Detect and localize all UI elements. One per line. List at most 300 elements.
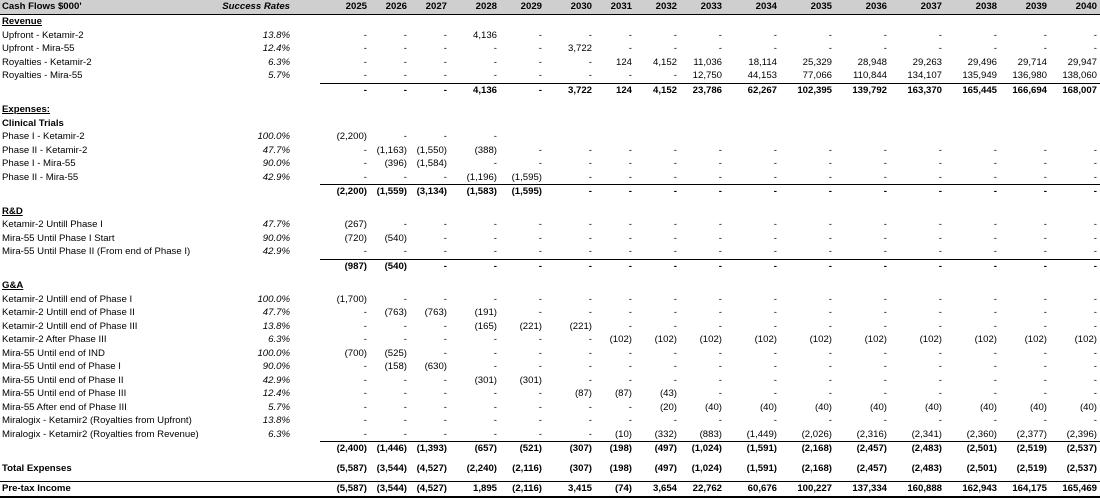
value-cell: (102)	[754, 334, 777, 345]
value-cell: -	[773, 307, 777, 318]
value-cell: (1,584)	[416, 158, 447, 169]
value-cell: (2,116)	[500, 482, 545, 497]
value-cell: (2,026)	[801, 428, 832, 440]
table-row	[0, 69, 1100, 83]
value-cell: (657)	[450, 442, 500, 456]
value-cell: -	[538, 232, 542, 244]
value-cell: (1,583)	[450, 185, 500, 199]
value-cell: -	[773, 374, 777, 386]
section-heading: G&A	[2, 280, 24, 291]
value-cell: -	[773, 43, 777, 54]
value-cell: 165,445	[945, 83, 1000, 97]
value-cell	[780, 130, 835, 144]
value-cell: (87)	[614, 388, 632, 399]
value-cell: -	[883, 171, 887, 183]
value-cell: 168,007	[1050, 83, 1100, 97]
value-cell: -	[635, 259, 680, 273]
value-cell: (40)	[1029, 401, 1047, 413]
grandtotal-row	[0, 462, 1100, 476]
value-cell: -	[545, 185, 595, 199]
value-cell: (720)	[344, 232, 367, 244]
value-cell: (525)	[384, 347, 407, 359]
value-cell: -	[993, 347, 997, 359]
table-row	[0, 347, 1100, 361]
value-cell: -	[718, 158, 722, 169]
value-cell: -	[993, 307, 997, 318]
row-label: Upfront - Ketamir-2	[2, 29, 84, 41]
value-cell: -	[1043, 320, 1047, 332]
value-cell: -	[673, 307, 677, 318]
value-cell: -	[938, 246, 942, 257]
value-cell: -	[938, 171, 942, 183]
value-cell: -	[1043, 219, 1047, 230]
value-cell: -	[588, 307, 592, 318]
value-cell: -	[588, 144, 592, 156]
value-cell: -	[828, 361, 832, 372]
value-cell: -	[993, 293, 997, 305]
row-label: Phase II - Mira-55	[2, 171, 79, 183]
value-cell: (4,527)	[416, 462, 447, 474]
value-cell: -	[363, 56, 367, 68]
value-cell: 77,066	[802, 70, 832, 81]
value-cell: -	[500, 83, 545, 97]
table-row	[0, 374, 1100, 388]
subsection-row	[0, 117, 1100, 131]
value-cell: -	[938, 219, 942, 230]
table-row	[0, 29, 1100, 43]
value-cell: -	[1043, 374, 1047, 386]
year-header-2039: 2039	[1000, 0, 1050, 15]
value-cell: (2,168)	[801, 462, 832, 474]
row-label: Mira-55 Until end of IND	[2, 347, 105, 359]
value-cell: -	[1050, 259, 1100, 273]
value-cell: -	[938, 43, 942, 54]
value-cell: -	[773, 171, 777, 183]
row-label: Miralogix - Ketamir2 (Royalties from Revenue)	[2, 428, 199, 440]
table-row	[0, 130, 1100, 144]
value-cell: (2,400)	[320, 442, 370, 456]
value-cell: (158)	[384, 361, 407, 372]
value-cell: (40)	[979, 401, 997, 413]
value-cell: (102)	[864, 334, 887, 345]
value-cell: -	[773, 388, 777, 399]
success-rate: 6.3%	[268, 334, 290, 345]
value-cell: -	[363, 307, 367, 318]
value-cell: -	[403, 246, 407, 257]
value-cell	[595, 130, 635, 144]
value-cell: -	[1093, 43, 1097, 54]
value-cell: (2,360)	[966, 428, 997, 440]
value-cell: 139,792	[835, 83, 890, 97]
value-cell: -	[403, 56, 407, 68]
value-cell: -	[718, 415, 722, 426]
value-cell: -	[1093, 293, 1097, 305]
value-cell: -	[883, 29, 887, 41]
value-cell: -	[673, 158, 677, 169]
value-cell: -	[673, 43, 677, 54]
value-cell: -	[673, 293, 677, 305]
row-label	[0, 259, 210, 273]
value-cell: -	[938, 232, 942, 244]
value-cell: -	[628, 307, 632, 318]
value-cell: -	[993, 361, 997, 372]
value-cell: 137,334	[835, 482, 890, 497]
value-cell: 124	[615, 56, 632, 68]
value-cell: (2,116)	[512, 462, 542, 474]
value-cell	[635, 130, 680, 144]
value-cell: -	[945, 185, 1000, 199]
value-cell: -	[1093, 144, 1097, 156]
value-cell: (2,168)	[780, 442, 835, 456]
year-header-2032: 2032	[635, 0, 680, 15]
value-cell: -	[443, 131, 447, 142]
value-cell: -	[403, 29, 407, 41]
success-rate: 13.8%	[262, 29, 290, 41]
value-cell: -	[718, 144, 722, 156]
value-cell: 4,136	[472, 29, 497, 41]
value-cell: 3,415	[545, 482, 595, 497]
section-heading: R&D	[2, 205, 23, 217]
value-cell: (40)	[814, 401, 832, 413]
value-cell: -	[403, 293, 407, 305]
value-cell: -	[403, 428, 407, 440]
table-row	[0, 42, 1100, 56]
table-row	[0, 414, 1100, 428]
year-header-2035: 2035	[780, 0, 835, 15]
value-cell: (630)	[424, 361, 447, 372]
value-cell: 60,676	[725, 482, 780, 497]
success-rate: 90.0%	[262, 232, 290, 244]
value-cell: (1,393)	[410, 442, 450, 456]
value-cell: -	[493, 388, 497, 399]
value-cell: -	[1093, 307, 1097, 318]
value-cell: -	[363, 144, 367, 156]
value-cell: -	[938, 374, 942, 386]
value-cell	[500, 130, 545, 144]
value-cell: -	[1093, 171, 1097, 183]
value-cell: -	[403, 171, 407, 183]
value-cell: -	[538, 219, 542, 230]
value-cell: 135,949	[962, 70, 997, 81]
row-label: Ketamir-2 Untill Phase I	[2, 219, 103, 230]
value-cell: -	[1093, 246, 1097, 257]
row-label	[0, 185, 210, 199]
value-cell: (2,483)	[890, 442, 945, 456]
value-cell: (2,483)	[911, 462, 942, 474]
value-cell: -	[443, 171, 447, 183]
success-rate: 12.4%	[262, 43, 290, 54]
value-cell: -	[588, 219, 592, 230]
value-cell: -	[828, 158, 832, 169]
value-cell: (3,544)	[376, 462, 407, 474]
value-cell: 102,395	[780, 83, 835, 97]
value-cell	[725, 130, 780, 144]
value-cell: 3,722	[567, 43, 592, 54]
value-cell: -	[588, 361, 592, 372]
value-cell: -	[363, 415, 367, 426]
value-cell: -	[1000, 185, 1050, 199]
success-rate: 6.3%	[268, 56, 290, 68]
value-cell: (301)	[519, 374, 542, 386]
header-row	[0, 0, 1100, 15]
total-row	[0, 185, 1100, 199]
total-row	[0, 442, 1100, 456]
value-cell: -	[890, 259, 945, 273]
value-cell: -	[883, 388, 887, 399]
value-cell: -	[993, 415, 997, 426]
success-rate: 100.0%	[257, 131, 290, 142]
value-cell: -	[538, 347, 542, 359]
row-label: Ketamir-2 Untill end of Phase II	[2, 307, 135, 318]
table-row	[0, 218, 1100, 232]
value-cell: (3,544)	[370, 482, 410, 497]
row-label: Mira-55 Until end of Phase I	[2, 361, 121, 372]
success-rate: 100.0%	[257, 293, 290, 305]
table-row	[0, 245, 1100, 259]
value-cell: (221)	[519, 320, 542, 332]
value-cell: -	[628, 144, 632, 156]
value-cell: -	[725, 259, 780, 273]
value-cell: (763)	[424, 307, 447, 318]
value-cell: -	[443, 70, 447, 81]
value-cell: -	[628, 415, 632, 426]
value-cell: (497)	[654, 462, 677, 474]
value-cell: -	[595, 185, 635, 199]
value-cell: -	[993, 320, 997, 332]
value-cell: (267)	[344, 219, 367, 230]
value-cell: 166,694	[1000, 83, 1050, 97]
value-cell: -	[450, 259, 500, 273]
success-rate: 5.7%	[268, 70, 290, 82]
row-label: Total Expenses	[2, 462, 72, 474]
value-cell: (1,196)	[466, 171, 497, 183]
value-cell: -	[403, 401, 407, 413]
value-cell: -	[883, 232, 887, 244]
value-cell: -	[1043, 158, 1047, 169]
value-cell: -	[773, 219, 777, 230]
value-cell: -	[538, 158, 542, 169]
value-cell: -	[938, 361, 942, 372]
value-cell: 29,496	[967, 56, 997, 68]
success-rate: 90.0%	[262, 158, 290, 169]
value-cell: (102)	[654, 334, 677, 345]
value-cell: -	[538, 388, 542, 399]
value-cell: -	[883, 415, 887, 426]
value-cell: -	[363, 29, 367, 41]
value-cell: (497)	[635, 442, 680, 456]
value-cell: -	[993, 232, 997, 244]
value-cell: -	[883, 144, 887, 156]
value-cell: (5,587)	[336, 462, 367, 474]
value-cell: -	[628, 29, 632, 41]
value-cell: -	[1043, 307, 1047, 318]
value-cell: -	[993, 144, 997, 156]
value-cell: -	[1000, 259, 1050, 273]
success-rate: 5.7%	[268, 401, 290, 413]
success-rate	[210, 462, 320, 476]
value-cell: (87)	[574, 388, 592, 399]
value-cell: -	[883, 43, 887, 54]
value-cell: -	[628, 219, 632, 230]
value-cell: -	[773, 144, 777, 156]
value-cell: -	[725, 185, 780, 199]
success-rate: 12.4%	[262, 388, 290, 399]
value-cell	[1050, 130, 1100, 144]
value-cell: -	[363, 374, 367, 386]
value-cell: -	[443, 401, 447, 413]
value-cell: -	[673, 232, 677, 244]
value-cell: -	[945, 259, 1000, 273]
value-cell: -	[493, 347, 497, 359]
table-row	[0, 232, 1100, 246]
value-cell: -	[773, 320, 777, 332]
value-cell: (10)	[614, 428, 632, 440]
value-cell: -	[828, 293, 832, 305]
value-cell: -	[828, 43, 832, 54]
year-header-2034: 2034	[725, 0, 780, 15]
value-cell: -	[673, 171, 677, 183]
value-cell: -	[718, 388, 722, 399]
value-cell: (102)	[919, 334, 942, 345]
value-cell: -	[938, 29, 942, 41]
value-cell: -	[538, 56, 542, 68]
success-rate: 90.0%	[262, 361, 290, 372]
table-row	[0, 157, 1100, 171]
value-cell: -	[493, 428, 497, 440]
value-cell: (102)	[609, 334, 632, 345]
row-label: Mira-55 Until Phase II (From end of Phase I)	[2, 246, 191, 258]
row-label: Miralogix - Ketamir2 (Royalties from Upfront)	[2, 415, 192, 426]
value-cell: -	[363, 70, 367, 81]
value-cell: -	[835, 185, 890, 199]
value-cell: -	[370, 83, 410, 97]
value-cell: -	[883, 361, 887, 372]
value-cell: 138,060	[1062, 70, 1097, 81]
value-cell: -	[828, 171, 832, 183]
value-cell: -	[363, 334, 367, 345]
value-cell: -	[493, 361, 497, 372]
value-cell: (2,501)	[945, 442, 1000, 456]
value-cell: (2,240)	[466, 462, 497, 474]
value-cell: -	[1093, 219, 1097, 230]
value-cell: (40)	[704, 401, 722, 413]
value-cell: -	[588, 70, 592, 81]
value-cell	[680, 130, 725, 144]
row-label: Ketamir-2 After Phase III	[2, 334, 107, 345]
value-cell: -	[883, 307, 887, 318]
value-cell: (2,537)	[1050, 442, 1100, 456]
value-cell: -	[1093, 374, 1097, 386]
value-cell: -	[403, 219, 407, 230]
value-cell: -	[628, 320, 632, 332]
value-cell: -	[1043, 232, 1047, 244]
value-cell: -	[363, 361, 367, 372]
success-rates-header: Success Rates	[210, 0, 320, 15]
value-cell: -	[443, 219, 447, 230]
value-cell: -	[718, 374, 722, 386]
table-row	[0, 306, 1100, 320]
value-cell: -	[538, 293, 542, 305]
year-header-2030: 2030	[545, 0, 595, 15]
value-cell: -	[718, 361, 722, 372]
value-cell: -	[410, 83, 450, 97]
row-label	[0, 442, 210, 456]
value-cell: -	[443, 246, 447, 257]
year-header-2036: 2036	[835, 0, 890, 15]
value-cell: 29,947	[1067, 56, 1097, 68]
value-cell: -	[493, 401, 497, 413]
value-cell: -	[673, 144, 677, 156]
value-cell: -	[403, 320, 407, 332]
value-cell: -	[493, 246, 497, 257]
table-row	[0, 360, 1100, 374]
success-rate: 42.9%	[262, 374, 290, 386]
section-row	[0, 15, 1100, 29]
value-cell: -	[493, 415, 497, 426]
value-cell: -	[883, 219, 887, 230]
value-cell: (396)	[384, 158, 407, 169]
value-cell: -	[718, 293, 722, 305]
value-cell: -	[443, 29, 447, 41]
value-cell: 4,136	[450, 83, 500, 97]
value-cell: (2,537)	[1066, 462, 1097, 474]
value-cell: (40)	[924, 401, 942, 413]
value-cell: -	[443, 374, 447, 386]
value-cell: -	[835, 259, 890, 273]
pretax-row	[0, 482, 1100, 497]
value-cell: -	[363, 320, 367, 332]
value-cell: -	[680, 185, 725, 199]
success-rate	[210, 442, 320, 456]
value-cell: (2,200)	[320, 185, 370, 199]
value-cell: -	[828, 232, 832, 244]
section-row	[0, 205, 1100, 219]
success-rate	[210, 185, 320, 199]
value-cell: (40)	[759, 401, 777, 413]
value-cell: 28,948	[857, 56, 887, 68]
value-cell: (191)	[474, 307, 497, 318]
value-cell: (102)	[699, 334, 722, 345]
value-cell: -	[1043, 293, 1047, 305]
value-cell: -	[320, 83, 370, 97]
value-cell: -	[403, 415, 407, 426]
value-cell: -	[403, 374, 407, 386]
success-rate: 13.8%	[262, 320, 290, 332]
year-header-2040: 2040	[1050, 0, 1100, 15]
value-cell	[545, 130, 595, 144]
value-cell: (521)	[500, 442, 545, 456]
value-cell: (301)	[474, 374, 497, 386]
value-cell: -	[403, 388, 407, 399]
value-cell: (2,457)	[835, 442, 890, 456]
success-rate: 47.7%	[262, 219, 290, 230]
table-row	[0, 401, 1100, 415]
value-cell: -	[890, 185, 945, 199]
value-cell: -	[443, 334, 447, 345]
value-cell: -	[773, 347, 777, 359]
value-cell: -	[993, 246, 997, 257]
value-cell: -	[538, 70, 542, 81]
value-cell: -	[673, 347, 677, 359]
row-label: Mira-55 Until end of Phase III	[2, 388, 127, 399]
success-rate: 47.7%	[262, 307, 290, 318]
value-cell: -	[493, 219, 497, 230]
value-cell: -	[628, 401, 632, 413]
value-cell: -	[588, 428, 592, 440]
value-cell: -	[538, 144, 542, 156]
value-cell: (198)	[609, 462, 632, 474]
value-cell: -	[773, 246, 777, 257]
